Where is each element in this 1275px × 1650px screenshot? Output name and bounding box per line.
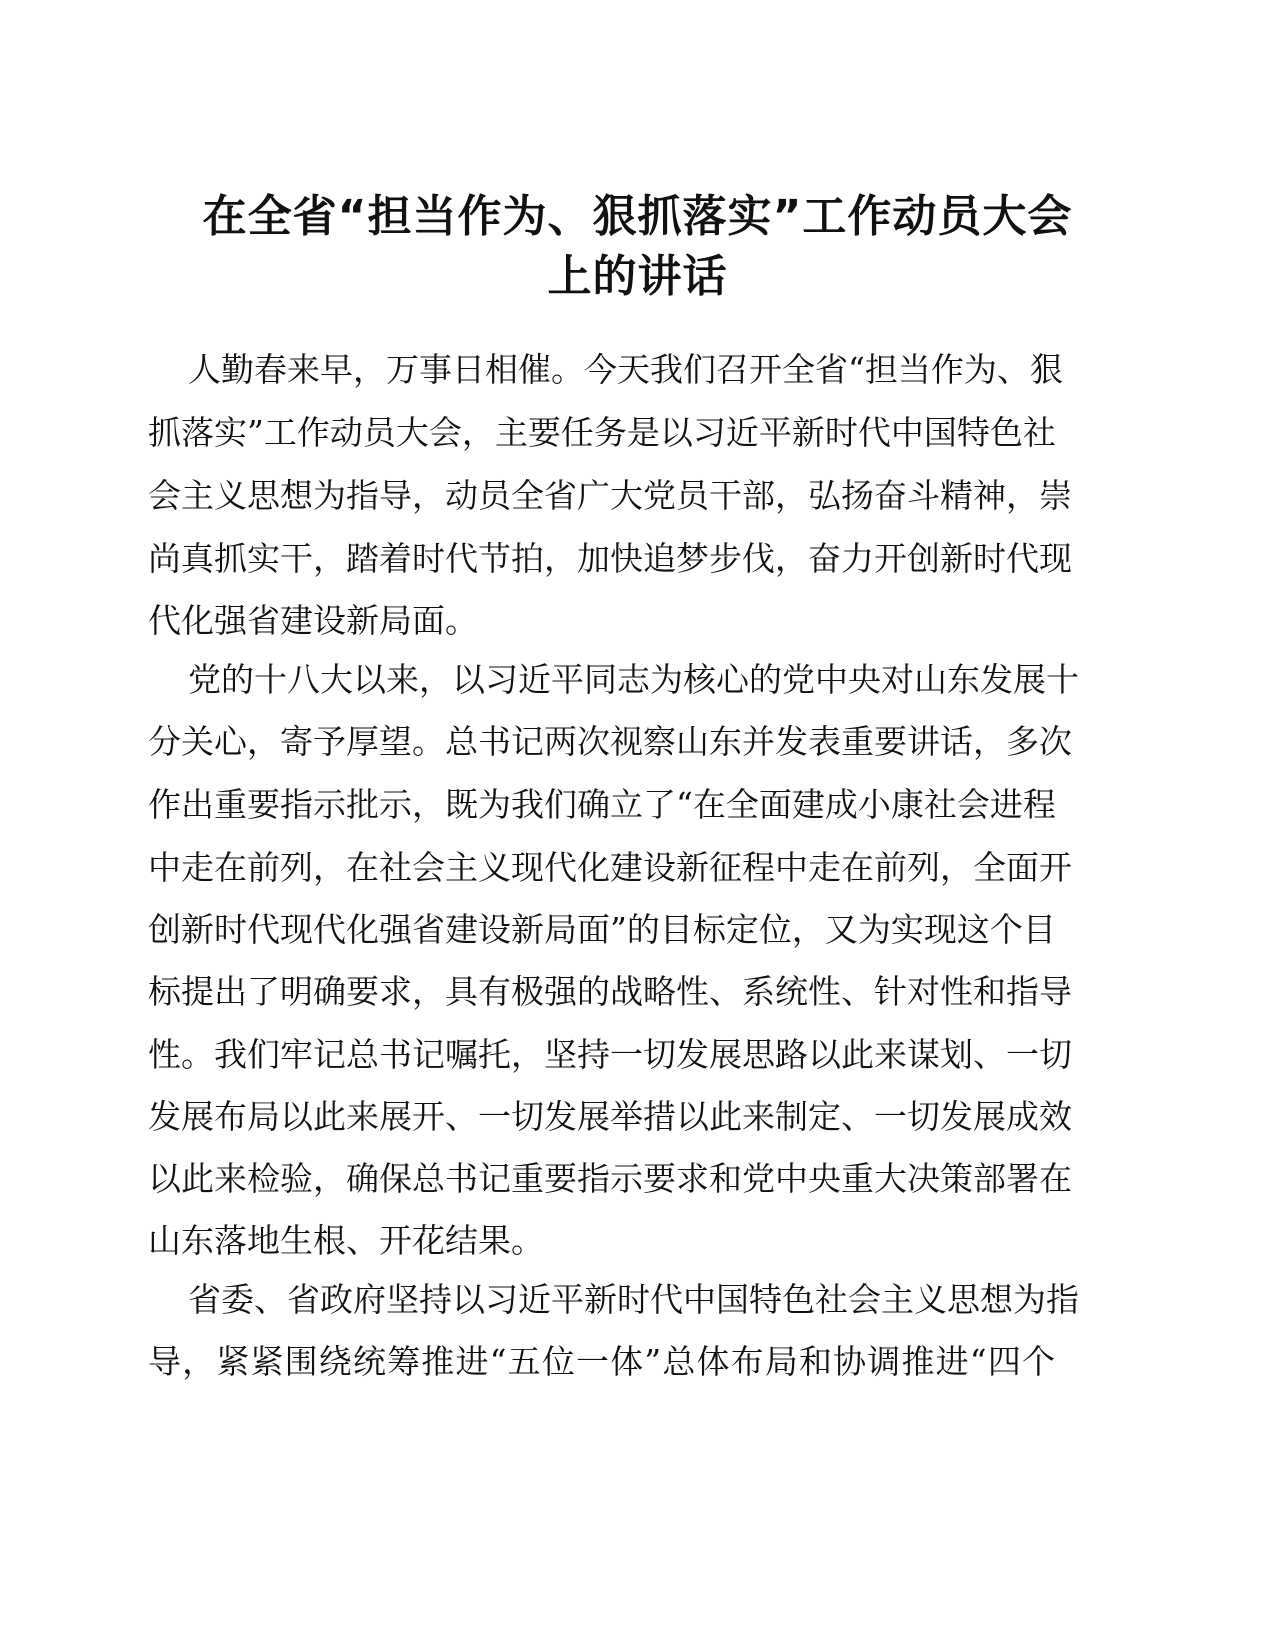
- paragraph-2-line-8: 发展布局以此来展开、一切发展举措以此来制定、一切发展成效: [148, 1097, 1072, 1136]
- paragraph-2-line-4: 中走在前列，在社会主义现代化建设新征程中走在前列，全面开: [148, 848, 1072, 887]
- document-title-line-2: 上的讲话: [547, 251, 728, 302]
- paragraph-2-line-10: 山东落地生根、开花结果。: [148, 1221, 544, 1260]
- paragraph-1-line-5: 代化强省建设新局面。: [148, 601, 478, 640]
- paragraph-3-line-1: 省委、省政府坚持以习近平新时代中国特色社会主义思想为指: [188, 1280, 1079, 1319]
- paragraph-2-line-2: 分关心，寄予厚望。总书记两次视察山东并发表重要讲话，多次: [148, 722, 1072, 761]
- paragraph-2-line-3: 作出重要指示批示，既为我们确立了“在全面建成小康社会进程: [148, 785, 1056, 824]
- paragraph-1-line-4: 尚真抓实干，踏着时代节拍，加快追梦步伐，奋力开创新时代现: [148, 539, 1072, 578]
- paragraph-2-line-6: 标提出了明确要求，具有极强的战略性、系统性、针对性和指导: [148, 972, 1072, 1011]
- paragraph-2-line-5: 创新时代现代化强省建设新局面”的目标定位，又为实现这个目: [148, 910, 1056, 949]
- paragraph-2-line-9: 以此来检验，确保总书记重要指示要求和党中央重大决策部署在: [148, 1159, 1072, 1198]
- paragraph-1-line-2: 抓落实”工作动员大会，主要任务是以习近平新时代中国特色社: [148, 413, 1056, 452]
- paragraph-3-line-2: 导，紧紧围绕统筹推进“五位一体”总体布局和协调推进“四个: [148, 1342, 1055, 1381]
- paragraph-1-line-1: 人勤春来早，万事日相催。今天我们召开全省“担当作为、狠: [188, 350, 1063, 389]
- paragraph-2-line-7: 性。我们牢记总书记嘱托，坚持一切发展思路以此来谋划、一切: [148, 1035, 1072, 1074]
- paragraph-1-line-3: 会主义思想为指导，动员全省广大党员干部，弘扬奋斗精神，崇: [148, 476, 1072, 515]
- document-title-line-1: 在全省“担当作为、狠抓落实”工作动员大会: [202, 191, 1073, 242]
- paragraph-2-line-1: 党的十八大以来，以习近平同志为核心的党中央对山东发展十: [188, 660, 1079, 699]
